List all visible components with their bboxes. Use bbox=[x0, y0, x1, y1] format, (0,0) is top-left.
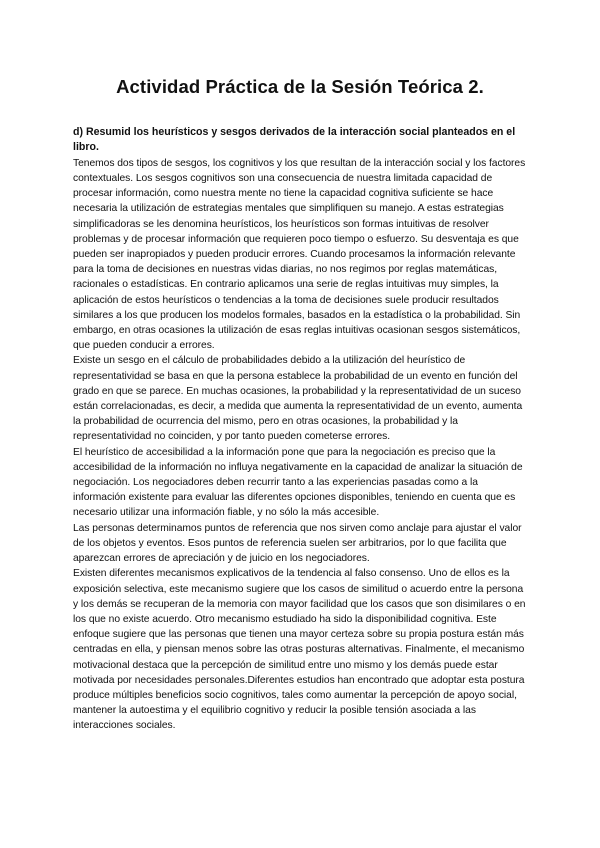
paragraph-cognitive-biases: Tenemos dos tipos de sesgos, los cognitivos y los que resultan de la interacción social y los factores contextuales. Los sesgos cognitivos son una consecuencia de nuestra limitada capacidad de procesar información, como nuestra mente no tiene la capacidad cognitiva suficiente se hace necesaria la utilización de estrategias mentales que simplifiquen su manejo. A estas estrategias simplificadoras se les denomina heurísticos, los heurísticos son formas intuitivas de resolver problemas y de procesar información que requieren poco tiempo o esfuerzo. Su desventaja es que pueden ser inapropiados y pueden producir errores. Cuando procesamos la información relevante para la toma de decisiones en nuestras vidas diarias, no nos regimos por reglas matemáticas, racionales o estadísticas. En contrario aplicamos una serie de reglas intuitivas muy simples, la aplicación de estos heurísticos o tendencias a la toma de decisiones suele producir resultados similares a los que producen los modelos formales, basados en la estadística o la probabilidad. Sin embargo, en otras ocasiones la utilización de esas reglas intuitivas ocasionan sesgos sistemáticos, que pueden conducir a errores. bbox=[73, 157, 526, 352]
page-title: Actividad Práctica de la Sesión Teórica 2. bbox=[116, 76, 484, 97]
paragraph-availability: El heurístico de accesibilidad a la información pone que para la negociación es preciso que la accesibilidad de la información no influya negativamente en la capacidad de analizar la situación de negociación. Los negociadores deben recurrir tanto a las experiencias pasadas como a la información existente para evaluar las diferentes opciones disponibles, teniendo en cuenta que es necesario utilizar una información fiable, y no sólo la más accesible. bbox=[73, 446, 523, 519]
paragraph-representativeness: Existe un sesgo en el cálculo de probabilidades debido a la utilización del heurístico de representatividad se basa en que la persona establece la probabilidad de un evento en función del grado en que se parece. En muchas ocasiones, la probabilidad y la representatividad de un suceso están correlacionadas, es decir, a medida que aumenta la representatividad de un evento, aumenta la probabilidad de ocurrencia del mismo, pero en otras ocasiones, la probabilidad y la representatividad no coinciden, y por tanto pueden cometerse errores. bbox=[73, 355, 523, 443]
paragraph-anchoring: Las personas determinamos puntos de referencia que nos sirven como anclaje para ajustar el valor de los objetos y eventos. Esos puntos de referencia suelen ser arbitrarios, por lo que facilita que aparezcan errores de apreciación y de juicio en los negociadores. bbox=[73, 522, 522, 565]
paragraph-false-consensus: Existen diferentes mecanismos explicativos de la tendencia al falso consenso. Uno de ellos es la exposición selectiva, este mecanismo sugiere que los casos de similitud o acuerdo entre la persona y los demás se recuperan de la memoria con mayor facilidad que los casos que son disimilares o en los que no existe acuerdo. Otro mecanismo estudiado ha sido la disponibilidad cognitiva. Este enfoque sugiere que las personas que tienen una mayor certeza sobre su propia postura están más centradas en ella, y piensan menos sobre las otras posturas alternativas. Finalmente, el mecanismo motivacional destaca que la percepción de similitud entre uno mismo y los demás puede estar motivada por necesidades personales.Diferentes estudios han encontrado que adoptar esta postura produce múltiples beneficios socio cognitivos, tales como aumentar la percepción de apoyo social, mantener la autoestima y el equilibrio cognitivo y reducir la posible tensión asociada a las interacciones sociales. bbox=[73, 568, 526, 732]
section-heading: d) Resumid los heurísticos y sesgos derivados de la interacción social planteados en el libro. bbox=[73, 126, 516, 154]
